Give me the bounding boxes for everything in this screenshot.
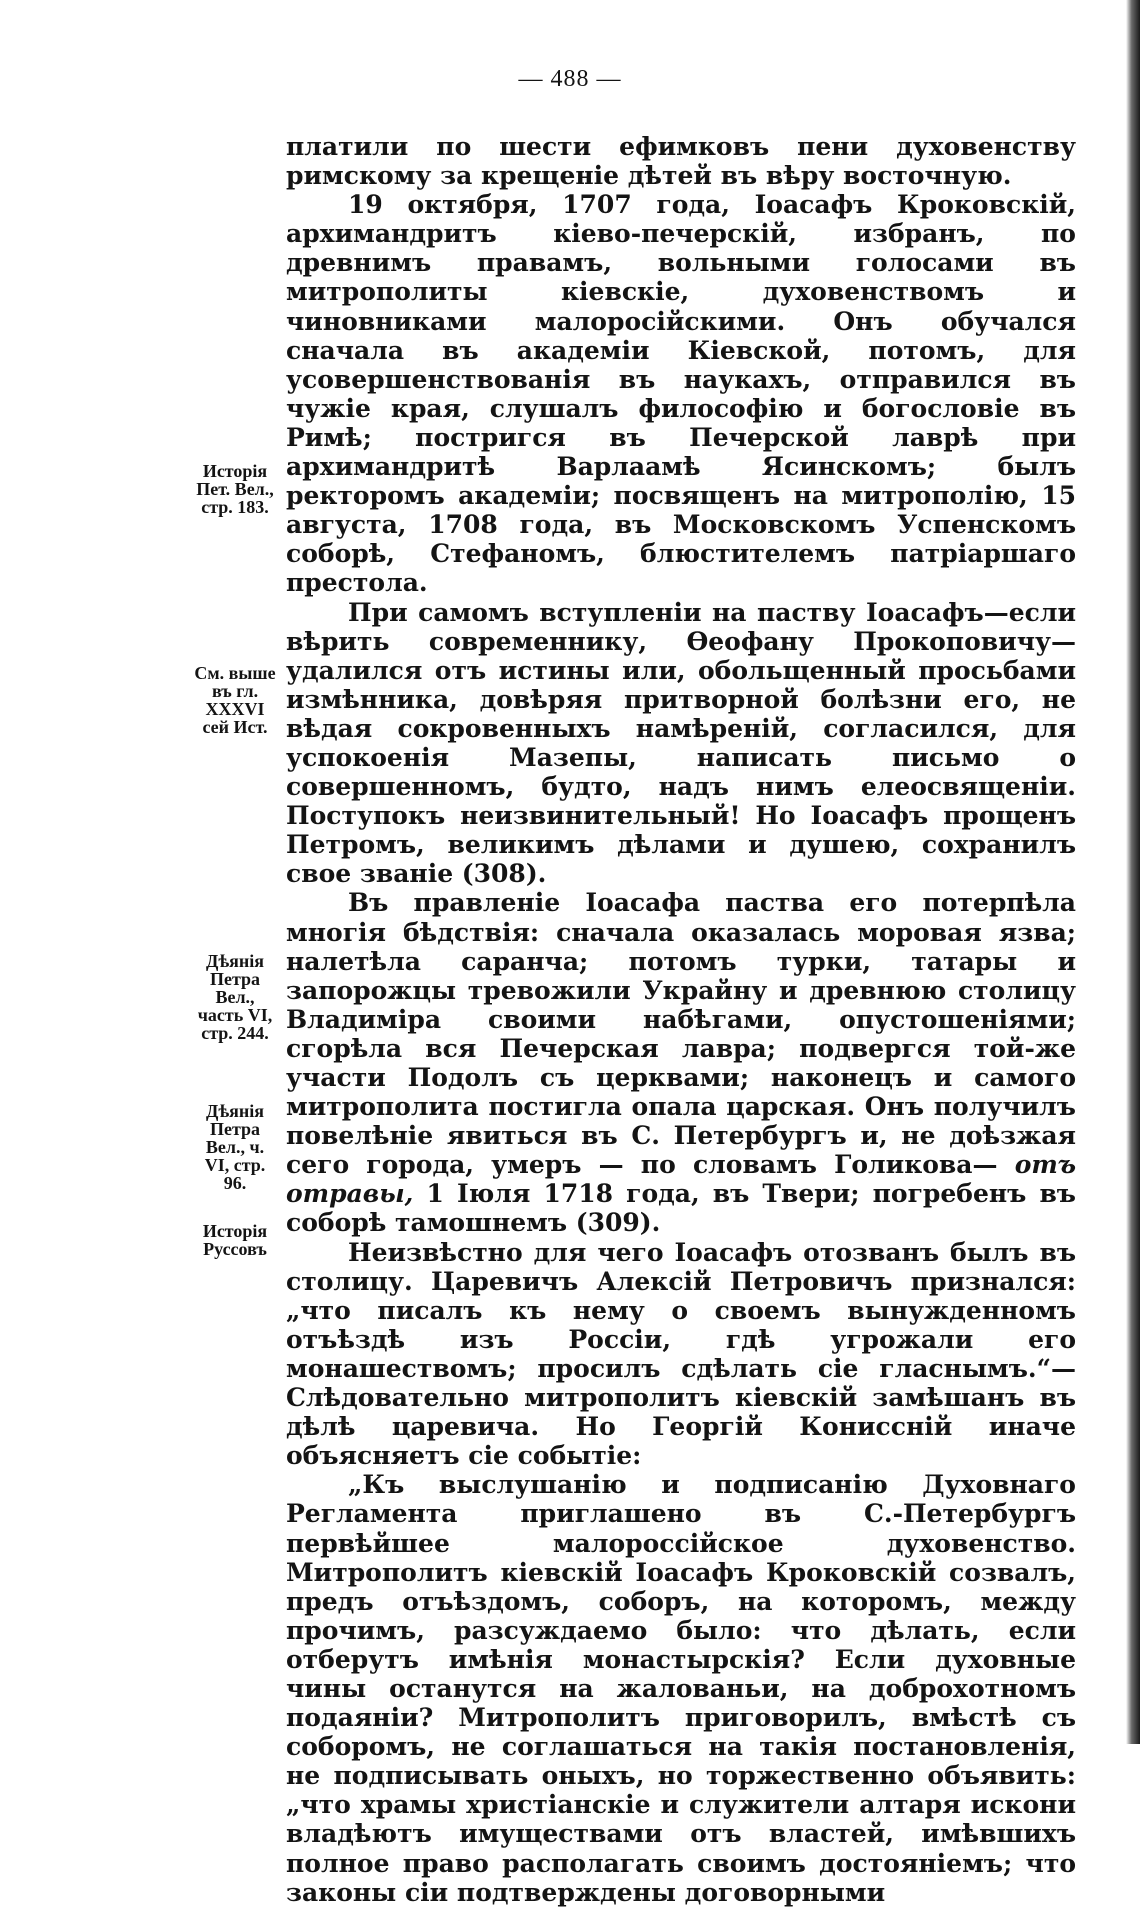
margin-note-sm-vyshe [170, 664, 300, 736]
quotation-paragraph: „Къ выслушанію и подписанію Духовнаго Регламента приглашено въ С.-Петербургъ первѣйшее малороссійское духовенство. Митрополитъ кіевскій Іоасафъ Кроковскій созвалъ, предъ отъѣздомъ, соборъ, на которомъ, между прочимъ, разсуждаемо было: что дѣлать, если отберутъ имѣнія монастырскія? Если духовные чины останутся на жалованьи, на доброхотномъ подаяніи? Митрополитъ приговорилъ, вмѣстѣ съ соборомъ, не соглашаться на такія постановленія, не подписывать оныхъ, но торжественно объявить: „что храмы христіанскіе и служители алтаря искони владѣютъ имуществами отъ властей, имѣвшихъ полное право располагать своимъ достояніемъ; что законы сіи подтверждены договорными [286, 1470, 1076, 1907]
paragraph: платили по шести ефимковъ пени духовенству римскому за крещеніе дѣтей въ вѣру восточную. [286, 132, 1076, 191]
margin-note-line: Пет. Вел., [196, 479, 274, 499]
margin-note-deyania-2 [170, 1102, 300, 1192]
margin-note-deyania-1 [170, 952, 300, 1042]
margin-note-istoria-russov [170, 1222, 300, 1258]
page-number: — 488 — [518, 66, 622, 92]
margin-note-line: VI, стр. [204, 1155, 266, 1175]
body-text [286, 132, 1076, 1907]
margin-note-line: Петра [209, 1119, 261, 1139]
book-spine-edge [1126, 0, 1140, 1744]
margin-note-line: Петра [209, 969, 261, 989]
paragraph: При самомъ вступленіи на паству Іоасафъ—если вѣрить современнику, Ѳеофану Прокоповичу—удалился отъ истины или, обольщенный просьбами измѣнника, довѣряя притворной болѣзни его, не вѣдая сокровенныхъ намѣреній, согласился, для успокоенія Мазепы, написать письмо о совершенномъ, будто, надъ нимъ елеосвященіи. Поступокъ неизвинительный! Но Іоасафъ прощенъ Петромъ, великимъ дѣлами и душею, сохранилъ свое званіе (308). [286, 597, 1076, 889]
margin-note-istoria-pet-vel [170, 462, 300, 516]
margin-note-line: XXXVI [205, 699, 265, 719]
paragraph: 19 октября, 1707 года, Іоасафъ Кроковскій, архимандритъ кіево-печерскій, избранъ, по древнимъ правамъ, вольными голосами въ митрополиты кіевскіе, духовенствомъ и чиновниками малоросійскими. Онъ обучался сначала въ академіи Кіевской, потомъ, для усовершенствованія въ наукахъ, отправился въ чужіе края, слушалъ философію и богословіе въ Римѣ; постригся въ Печерской лаврѣ при архимандритѣ Варлаамѣ Ясинскомъ; былъ ректоромъ академіи; посвященъ на митрополію, 15 августа, 1708 года, въ Московскомъ Успенскомъ соборѣ, Стефаномъ, блюстителемъ патріаршаго престола. [286, 190, 1076, 598]
emphasis-text: отъ отравы, [286, 1150, 1076, 1209]
paragraph: Неизвѣстно для чего Іоасафъ отозванъ былъ въ столицу. Царевичъ Алексій Петровичъ признался: „что писалъ къ нему о своемъ вынужденномъ отъѣздѣ изъ Россіи, гдѣ угрожали его монашествомъ; просилъ сдѣлать сіе гласнымъ.“— Слѣдовательно митрополитъ кіевскій замѣшанъ въ дѣлѣ царевича. Но Георгій Кониссній иначе объясняетъ сіе событіе: [286, 1237, 1076, 1471]
paragraph-text: 1 Іюля 1718 года, въ Твери; погребенъ въ соборѣ тамошнемъ (309). [286, 1179, 1076, 1238]
margin-note-line: Исторія [202, 461, 268, 481]
margin-note-line: 96. [223, 1173, 247, 1193]
margin-note-line: часть VI, [197, 1005, 273, 1025]
margin-note-line: стр. 183. [201, 497, 269, 517]
paragraph-text: Въ правленіе Іоасафа паства его потерпѣла многія бѣдствія: сначала оказалась моровая язва; налетѣла саранча; потомъ турки, татары и запорожцы тревожили Украйну и древнюю столицу Владиміра своими набѣгами, опустошеніями; сгорѣла вся Печерская лавра; подвергся той-же участи Подолъ съ церквами; наконецъ и самого митрополита постигла опала царская. Онъ получилъ повелѣніе явиться въ С. Петербургъ и, не доѣзжая сего города, умеръ — по словамъ Голикова— [286, 888, 1076, 1180]
margin-note-line: Дѣянія [205, 1101, 265, 1121]
margin-note-line: Исторія [202, 1221, 268, 1241]
margin-note-line: Дѣянія [205, 951, 265, 971]
margin-note-line: въ гл. [211, 681, 259, 701]
margin-note-line: стр. 244. [201, 1023, 269, 1043]
paragraph [286, 888, 1076, 1237]
margin-note-line: Вел., ч. [205, 1137, 265, 1157]
margin-note-line: Вел., [215, 987, 255, 1007]
margin-note-line: См. выше [194, 663, 276, 683]
margin-note-line: Руссовъ [203, 1239, 267, 1259]
margin-note-line: сей Ист. [202, 717, 268, 737]
